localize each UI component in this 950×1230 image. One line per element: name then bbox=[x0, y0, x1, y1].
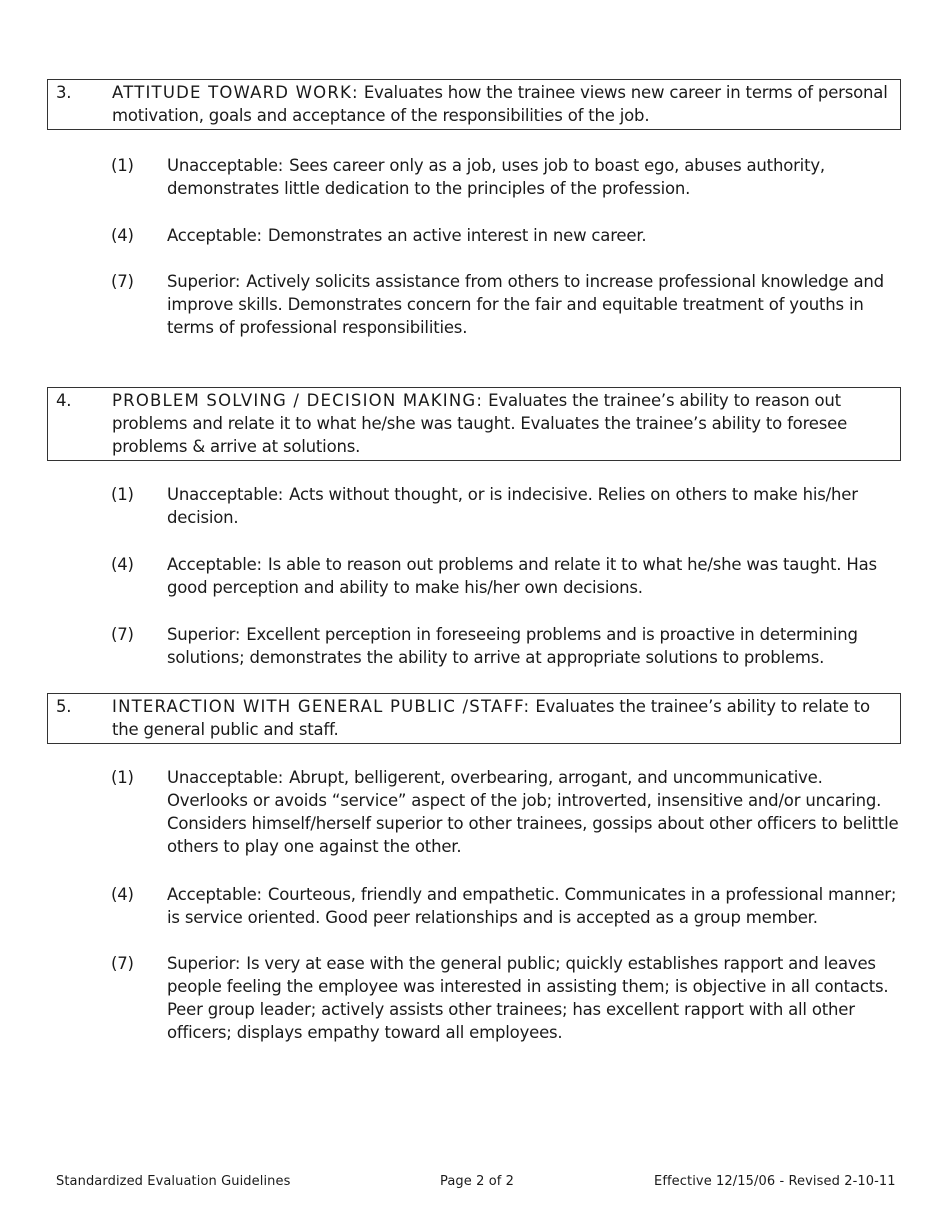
section-number: 5. bbox=[56, 697, 72, 716]
rating-code: (4) bbox=[111, 555, 134, 574]
rating-item bbox=[111, 623, 901, 669]
section-number: 3. bbox=[56, 83, 72, 102]
rating-item bbox=[111, 766, 901, 858]
rating-label: Superior: bbox=[167, 954, 241, 973]
rating-label: Acceptable: bbox=[167, 885, 262, 904]
section-description: Evaluates the trainee’s ability to reason out problems and relate it to what he/she was taught. Evaluates the trainee’s ability to foresee problems & arrive at solutions. bbox=[112, 391, 848, 456]
rating-text: Actively solicits assistance from others to increase professional knowledge and improve skills. Demonstrates concern for the fair and equitable treatment of youths in terms of professional responsibilities. bbox=[167, 272, 884, 337]
rating-text: Courteous, friendly and empathetic. Communicates in a professional manner; is service oriented. Good peer relationships and is accepted as a group member. bbox=[167, 885, 897, 927]
rating-item bbox=[111, 224, 901, 247]
rating-code: (1) bbox=[111, 485, 134, 504]
rating-code: (1) bbox=[111, 156, 134, 175]
rating-code: (1) bbox=[111, 768, 134, 787]
rating-label: Unacceptable: bbox=[167, 485, 284, 504]
rating-text: Sees career only as a job, uses job to boast ego, abuses authority, demonstrates little dedication to the principles of the profession. bbox=[167, 156, 825, 198]
rating-item bbox=[111, 154, 901, 200]
section-title: ATTITUDE TOWARD WORK: bbox=[112, 83, 359, 102]
rating-code: (7) bbox=[111, 625, 134, 644]
section-4-header bbox=[47, 387, 901, 461]
rating-code: (7) bbox=[111, 954, 134, 973]
rating-code: (4) bbox=[111, 885, 134, 904]
section-description: Evaluates how the trainee views new career in terms of personal motivation, goals and acceptance of the responsibilities of the job. bbox=[112, 83, 888, 125]
rating-label: Unacceptable: bbox=[167, 768, 284, 787]
section-5-header bbox=[47, 693, 901, 744]
rating-text: Is very at ease with the general public; quickly establishes rapport and leaves people feeling the employee was interested in assisting them; is objective in all contacts. Peer group leader; actively assists other trainees; has excellent rapport with all other officers; displays empathy toward all employees. bbox=[167, 954, 889, 1042]
footer-left: Standardized Evaluation Guidelines bbox=[56, 1174, 291, 1189]
section-title: PROBLEM SOLVING / DECISION MAKING: bbox=[112, 391, 484, 410]
rating-text: Abrupt, belligerent, overbearing, arrogant, and uncommunicative. Overlooks or avoids “service” aspect of the job; introverted, insensitive and/or uncaring. Considers himself/herself superior to other trainees, gossips about other officers to belittle others to play one against the other. bbox=[167, 768, 899, 856]
rating-item bbox=[111, 483, 901, 529]
section-3-header bbox=[47, 79, 901, 130]
rating-text: Acts without thought, or is indecisive. Relies on others to make his/her decision. bbox=[167, 485, 858, 527]
rating-text: Demonstrates an active interest in new career. bbox=[267, 226, 647, 245]
rating-label: Acceptable: bbox=[167, 555, 262, 574]
rating-item bbox=[111, 883, 901, 929]
rating-text: Is able to reason out problems and relate it to what he/she was taught. Has good perception and ability to make his/her own decisions. bbox=[167, 555, 877, 597]
rating-code: (7) bbox=[111, 272, 134, 291]
rating-item bbox=[111, 270, 901, 339]
footer-right: Effective 12/15/06 - Revised 2-10-11 bbox=[654, 1174, 896, 1189]
rating-item bbox=[111, 952, 901, 1044]
section-description: Evaluates the trainee’s ability to relate to the general public and staff. bbox=[112, 697, 870, 739]
rating-text: Excellent perception in foreseeing problems and is proactive in determining solutions; demonstrates the ability to arrive at appropriate solutions to problems. bbox=[167, 625, 858, 667]
rating-code: (4) bbox=[111, 226, 134, 245]
rating-label: Superior: bbox=[167, 272, 241, 291]
rating-label: Superior: bbox=[167, 625, 241, 644]
rating-item bbox=[111, 553, 901, 599]
footer-page-number: Page 2 of 2 bbox=[440, 1174, 515, 1189]
rating-label: Unacceptable: bbox=[167, 156, 284, 175]
section-title: INTERACTION WITH GENERAL PUBLIC /STAFF: bbox=[112, 697, 531, 716]
section-number: 4. bbox=[56, 391, 72, 410]
rating-label: Acceptable: bbox=[167, 226, 262, 245]
